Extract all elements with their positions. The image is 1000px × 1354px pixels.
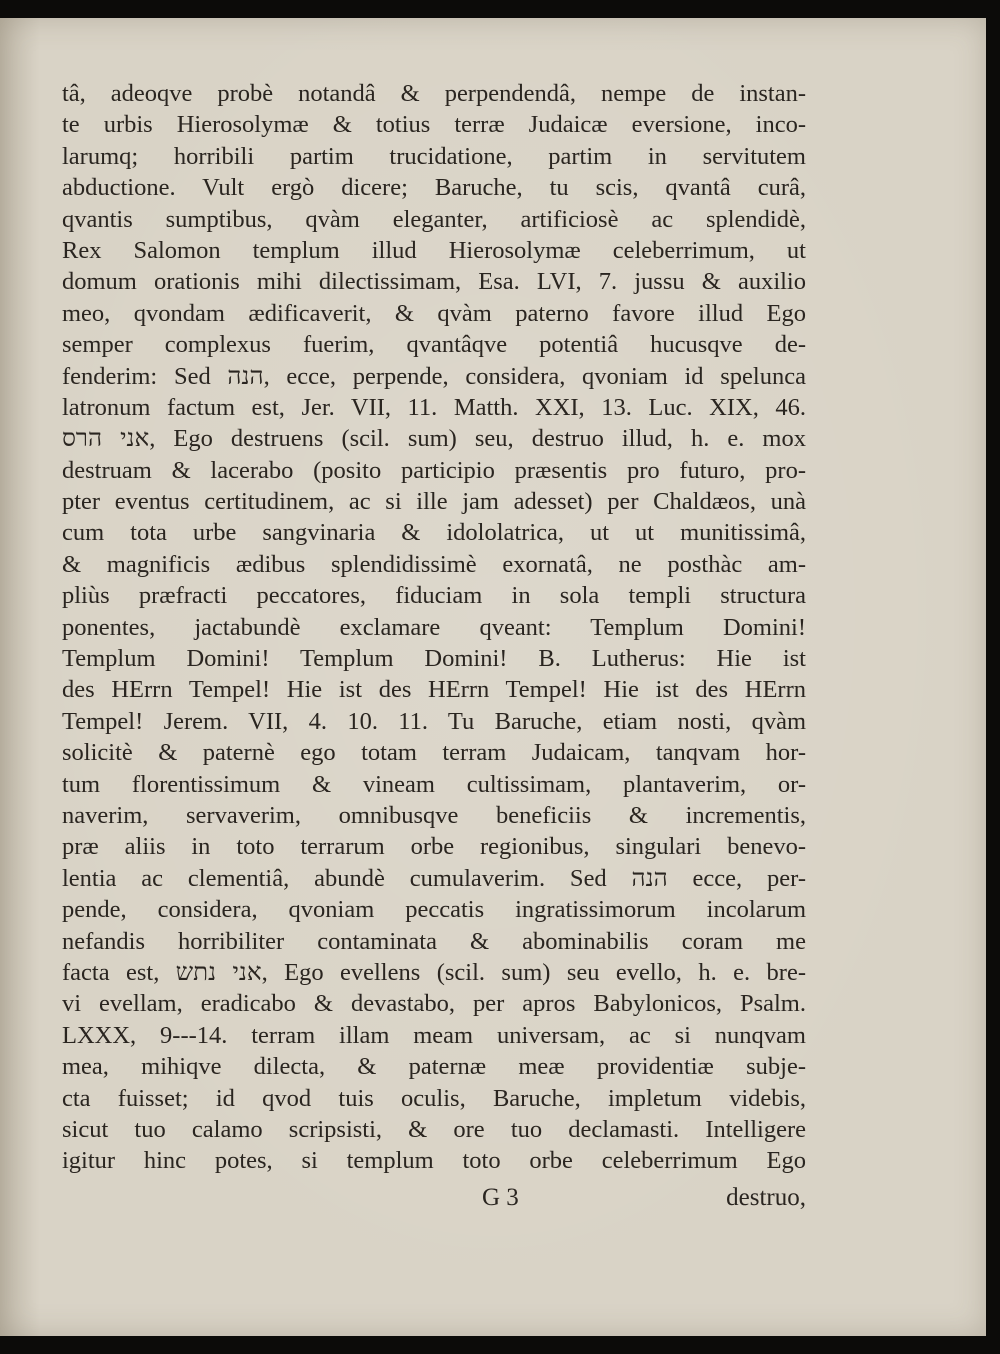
text-line: pter eventus certitudinem, ac si ille jam adesset) per Chaldæos, unà — [62, 488, 806, 516]
text-line: lentia ac clementiâ, abundè cumulaverim. Sed הנה ecce, per- — [62, 864, 806, 892]
text-line: Rex Salomon templum illud Hierosolymæ celeberrimum, ut — [62, 236, 806, 264]
text-line: ponentes, jactabundè exclamare qveant: Templum Domini! — [62, 613, 806, 641]
text-line: mea, mihiqve dilecta, & paternæ meæ providentiæ subje- — [62, 1053, 806, 1081]
text-line: destruam & lacerabo (posito participio præsentis pro futuro, pro- — [62, 456, 806, 484]
text-line: naverim, servaverim, omnibusqve beneficiis & incrementis, — [62, 801, 806, 829]
text-line: meo, qvondam ædificaverit, & qvàm paterno favore illud Ego — [62, 299, 806, 327]
text-line: sicut tuo calamo scripsisti, & ore tuo declamasti. Intelligere — [62, 1115, 806, 1143]
text-line: pende, considera, qvoniam peccatis ingratissimorum incolarum — [62, 896, 806, 924]
text-line: præ aliis in toto terrarum orbe regionibus, singulari benevo- — [62, 833, 806, 861]
text-line: אני הרס, Ego destruens (scil. sum) seu, destruo illud, h. e. mox — [62, 425, 806, 453]
text-line: igitur hinc potes, si templum toto orbe celeberrimum Ego — [62, 1147, 806, 1175]
text-line: tum florentissimum & vineam cultissimam, plantaverim, or- — [62, 770, 806, 798]
text-line: Templum Domini! Templum Domini! B. Lutherus: Hie ist — [62, 645, 806, 673]
text-line: vi evellam, eradicabo & devastabo, per apros Babylonicos, Psalm. — [62, 990, 806, 1018]
text-line: qvantis sumptibus, qvàm eleganter, artificiosè ac splendidè, — [62, 205, 806, 233]
text-line: domum orationis mihi dilectissimam, Esa. LVI, 7. jussu & auxilio — [62, 268, 806, 296]
page-footer — [62, 1184, 806, 1218]
text-line: fenderim: Sed הנה, ecce, perpende, considera, qvoniam id spelunca — [62, 362, 806, 390]
text-line: LXXX, 9---14. terram illam meam universam, ac si nunqvam — [62, 1021, 806, 1049]
signature-mark: G 3 — [482, 1184, 519, 1211]
text-line: te urbis Hierosolymæ & totius terræ Judaicæ eversione, inco- — [62, 111, 806, 139]
text-line: semper complexus fuerim, qvantâqve potentiâ hucusqve de- — [62, 331, 806, 359]
text-line: tâ, adeoqve probè notandâ & perpendendâ, nempe de instan- — [62, 80, 806, 107]
catchword: destruo, — [726, 1184, 806, 1211]
text-line: facta est, אני נתש, Ego evellens (scil. sum) seu evello, h. e. bre- — [62, 958, 806, 986]
book-page — [0, 18, 986, 1336]
text-line: & magnificis ædibus splendidissimè exornatâ, ne posthàc am- — [62, 550, 806, 578]
text-line: larumq; horribili partim trucidatione, partim in servitutem — [62, 142, 806, 170]
text-line: cum tota urbe sangvinaria & idololatrica, ut ut munitissimâ, — [62, 519, 806, 547]
text-line: nefandis horribiliter contaminata & abominabilis coram me — [62, 927, 806, 955]
text-line: des HErrn Tempel! Hie ist des HErrn Tempel! Hie ist des HErrn — [62, 676, 806, 704]
text-line: solicitè & paternè ego totam terram Judaicam, tanqvam hor- — [62, 739, 806, 767]
text-line: pliùs præfracti peccatores, fiduciam in sola templi structura — [62, 582, 806, 610]
text-line: cta fuisset; id qvod tuis oculis, Baruche, impletum videbis, — [62, 1084, 806, 1112]
body-text — [62, 78, 806, 1177]
text-line: abductione. Vult ergò dicere; Baruche, tu scis, qvantâ curâ, — [62, 174, 806, 202]
text-line: Tempel! Jerem. VII, 4. 10. 11. Tu Baruche, etiam nosti, qvàm — [62, 707, 806, 735]
text-line: latronum factum est, Jer. VII, 11. Matth. XXI, 13. Luc. XIX, 46. — [62, 393, 806, 421]
